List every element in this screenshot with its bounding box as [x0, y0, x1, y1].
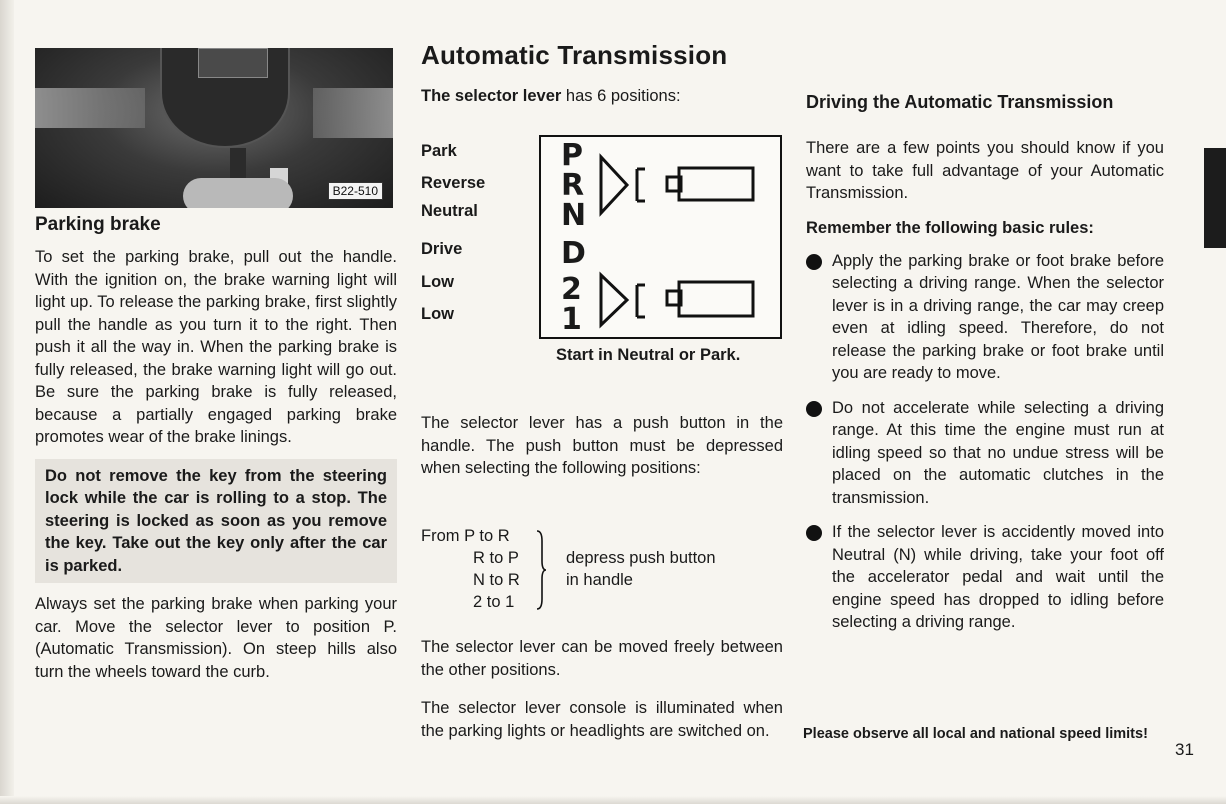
parking-brake-paragraph: To set the parking brake, pull out the handle. With the ignition on, the brake warning light will light up. To release the parking brake, first slightly pull the handle as you turn it to the right. Then push it all the way in. When the parking brake is fully released, the brake warning light will go out. Be sure the parking brake is fully released, because a partially engaged parking brake promotes wear of the brake linings. [35, 248, 397, 446]
letter-p: P [561, 138, 583, 173]
diagram-caption: Start in Neutral or Park. [556, 346, 741, 364]
lever-symbols [541, 137, 784, 341]
parking-advice-paragraph: Always set the parking brake when parking your car. Move the selector lever to position P. (Automatic Transmission). On steep hills also turn the wheels toward the curb. [35, 595, 397, 681]
letter-r: R [561, 168, 585, 203]
push-button-positions [421, 527, 783, 617]
rule-item [806, 397, 1164, 510]
free-movement-paragraph: The selector lever can be moved freely between the other positions. [421, 638, 783, 679]
rule-item [806, 521, 1164, 634]
page-title: Automatic Transmission [421, 40, 728, 70]
move-2-to-1: 2 to 1 [473, 593, 515, 611]
parking-brake-photo [35, 48, 393, 208]
parking-brake-heading: Parking brake [35, 214, 161, 235]
illumination-paragraph: The selector lever console is illuminated when the parking lights or headlights are switched on. [421, 699, 783, 740]
position-label-neutral: Neutral [421, 202, 478, 220]
photo-reference: B22-510 [328, 182, 383, 200]
move-n-to-r: N to R [473, 571, 520, 589]
position-label-low-2: Low [421, 273, 454, 291]
shift-gate-indicator [198, 48, 268, 78]
parking-brake-handle [183, 178, 293, 208]
letter-n: N [561, 198, 587, 233]
letter-1: 1 [561, 302, 582, 337]
letter-2: 2 [561, 272, 582, 307]
bullet-dot-icon [806, 401, 822, 417]
right-column [806, 92, 1164, 634]
page-spine [0, 0, 14, 804]
bullet-dot-icon [806, 525, 822, 541]
curly-brace [534, 527, 548, 613]
position-label-drive: Drive [421, 240, 463, 258]
left-column [35, 48, 397, 683]
position-label-reverse: Reverse [421, 174, 486, 192]
middle-column [421, 40, 783, 740]
rule-text: Do not accelerate while selecting a driving range. At this time the engine must run at idling speed so that no undue stress will be placed on the automatic clutches in the transmission. [832, 398, 1164, 507]
lever-symbol-upper [601, 157, 753, 213]
driving-heading: Driving the Automatic Transmission [806, 92, 1114, 112]
selector-diagram [539, 135, 782, 339]
key-warning-box: Do not remove the key from the steering lock while the car is rolling to a stop. The steering is locked as soon as you remove the key. Take out the key only after the car is parked. [35, 459, 397, 584]
position-label-low-1: Low [421, 305, 454, 323]
rule-text: If the selector lever is accidently moved into Neutral (N) while driving, take your foot off the accelerator pedal and wait until the engine speed has dropped to idling before selecting a driving range. [832, 523, 1164, 631]
move-p-to-r: From P to R [421, 527, 510, 545]
page-bottom-edge [0, 796, 1226, 804]
letter-d: D [561, 236, 586, 271]
selector-intro-rest: has 6 positions: [561, 87, 681, 105]
rule-item [806, 250, 1164, 385]
position-label-park: Park [421, 142, 457, 160]
rules-subheading: Remember the following basic rules: [806, 218, 1094, 237]
selector-intro [421, 87, 783, 106]
page-number: 31 [1175, 740, 1194, 759]
rule-text: Apply the parking brake or foot brake before selecting a driving range. When the selector lever is in a driving range, the car may creep even at idling speed. Therefore, do not release the parking brake or foot brake until you are ready to move. [832, 251, 1164, 382]
move-r-to-p: R to P [473, 549, 519, 567]
driving-intro: There are a few points you should know if you want to take full advantage of your Automatic Transmission. [806, 139, 1164, 202]
speed-limit-notice: Please observe all local and national speed limits! [803, 726, 1148, 742]
lever-symbol-lower [601, 275, 753, 325]
selector-intro-bold: The selector lever [421, 87, 562, 105]
depress-instruction-line2: in handle [566, 571, 633, 589]
thumb-tab-marker [1204, 148, 1226, 248]
depress-instruction-line1: depress push button [566, 549, 716, 567]
bullet-dot-icon [806, 254, 822, 270]
push-button-paragraph: The selector lever has a push button in the handle. The push button must be depressed when selecting the following positions: [421, 414, 783, 477]
